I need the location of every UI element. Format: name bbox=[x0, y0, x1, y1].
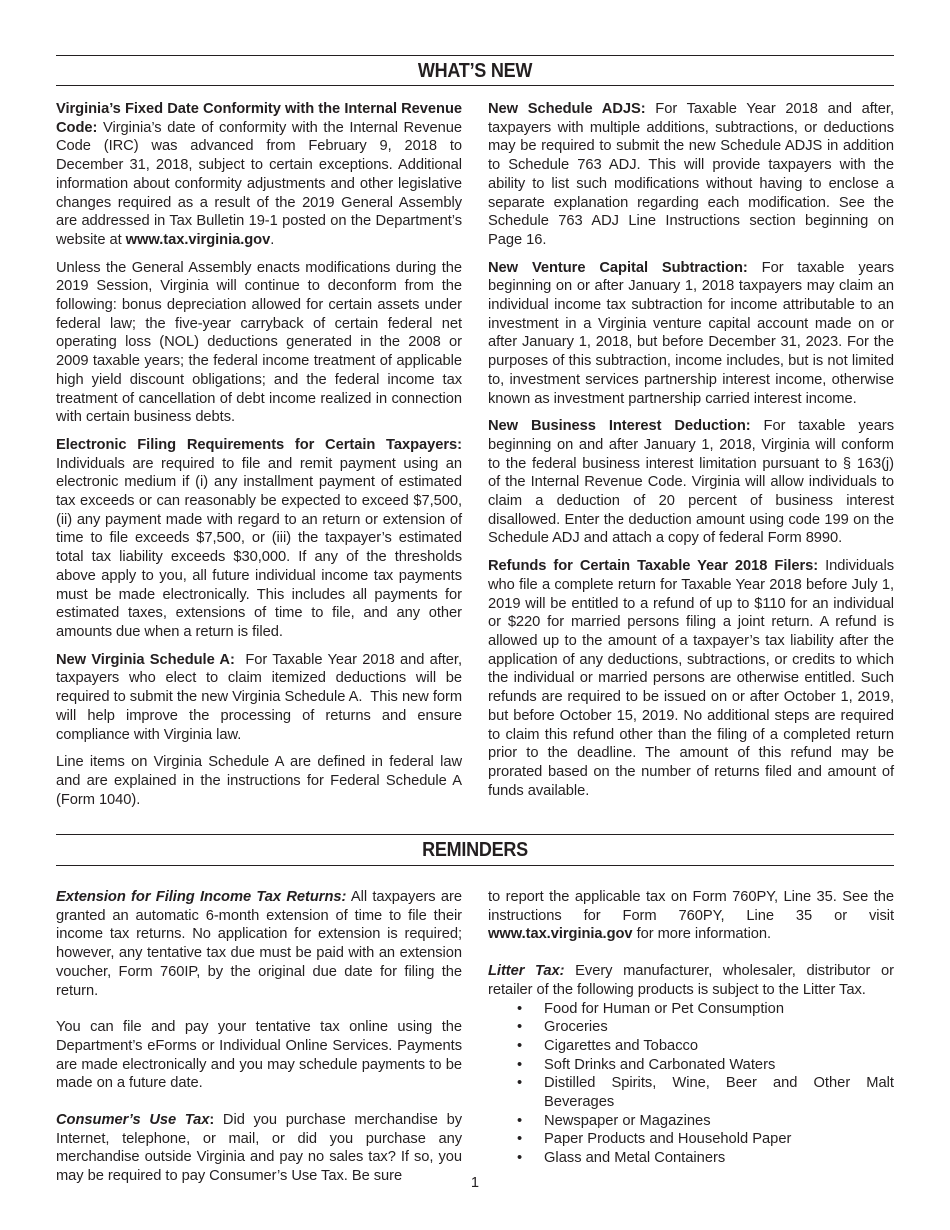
conformity-end: . bbox=[270, 231, 275, 248]
list-item bbox=[488, 1112, 894, 1131]
list-item bbox=[488, 1074, 894, 1111]
whats-new-title: WHAT’S NEW bbox=[417, 59, 533, 82]
list-item bbox=[488, 1037, 894, 1056]
top-rule bbox=[56, 55, 894, 56]
venture-heading: New Venture Capital Subtraction: bbox=[488, 259, 748, 276]
extension-text: All taxpayers are granted an automatic 6-month extension of time to file their income tax returns. No application for extension is required; however, any tentative tax due must be paid with an extension voucher, Form 760IP, by the original due date for filing the return. bbox=[56, 889, 462, 999]
list-item bbox=[488, 1149, 894, 1168]
efile-text: Individuals are required to file and remit payment using an electronic medium if (i) any installment payment of estimated tax exceeds or can reasonably be expected to exceed $7,500, (ii) any payment made with regard to an return or extension of time to file exceeds $7,500, or (iii) the taxpayer’s estimated total tax liability exceeds $30,000. If any of the thresholds above apply to you, all future individual income tax payments must be made electronically. This includes all payments for estimated taxes, extensions of time to file, and any other amounts due when a return is filed. bbox=[56, 455, 462, 640]
bullet-icon: • bbox=[517, 1037, 523, 1054]
schedule-a-paragraph bbox=[56, 651, 467, 745]
adjs-paragraph bbox=[488, 100, 894, 250]
list-item bbox=[488, 1130, 894, 1149]
list-item-text: Soft Drinks and Carbonated Waters bbox=[544, 1056, 776, 1073]
list-item-text: Groceries bbox=[544, 1019, 608, 1036]
interest-text: For taxable years beginning on and after January 1, 2018, Virginia will conform to the federal business interest limitation pursuant to § 163(j) of the Internal Revenue Code. Virginia will allow individuals to claim a deduction of 20 percent of business interest disallowed. Enter the deduction amount using code 199 on the Schedule ADJ and attach a copy of federal Form 8990. bbox=[488, 418, 894, 547]
use-tax-website-link[interactable]: www.tax.virginia.gov bbox=[488, 926, 633, 943]
whats-new-rule bbox=[56, 85, 894, 86]
use-tax-text: Did you purchase merchandise by Internet, telephone, or mail, or did you purchase any merchandise outside Virginia and pay no sales tax? If so, you may be required to pay Consumer’s Use Tax. Be sure bbox=[56, 1112, 463, 1185]
list-item-text: Distilled Spirits, Wine, Beer and Other Malt Beverages bbox=[544, 1075, 894, 1111]
reminders-columns bbox=[56, 888, 894, 1204]
reminders-title: REMINDERS bbox=[422, 838, 528, 861]
conformity-text: Virginia’s date of conformity with the Internal Revenue Code (IRC) was advanced from February 9, 2018 to December 31, 2018, subject to certain exceptions. Additional information about conformity adjustments and other legislative changes required as a result of the 2019 General Assembly are addressed in Tax Bulletin 19-1 posted on the Department’s website at bbox=[56, 119, 462, 248]
list-item-text: Food for Human or Pet Consumption bbox=[544, 1000, 785, 1017]
venture-text: For taxable years beginning on or after January 1, 2018 taxpayers may claim an individual income tax subtraction for income attributable to an investment in a Virginia venture capital account made on or after January 1, 2018, but before December 31, 2023. For the purposes of this subtraction, income includes, but is not limited to, investment services partnership interest income, otherwise known as investment partnership carried interest income. bbox=[488, 259, 894, 407]
list-item bbox=[488, 1018, 894, 1037]
list-item-text: Cigarettes and Tobacco bbox=[544, 1037, 699, 1054]
deconform-paragraph: Unless the General Assembly enacts modifications during the 2019 Session, Virginia will continue to deconform from the following: bonus depreciation allowed for certain assets under federal law; the five-year carryback of certain federal net operating loss (NOL) deductions generated in the 2008 or 2009 taxable years; the federal income treatment of applicable high yield discount obligations; and the federal income tax treatment of cancellation of debt income realized in connection with certain business debts. bbox=[56, 259, 462, 426]
reminders-left-column bbox=[56, 888, 462, 1204]
bullet-icon: • bbox=[517, 1019, 523, 1036]
list-item-text: Glass and Metal Containers bbox=[544, 1150, 726, 1167]
use-tax-continued-end: for more information. bbox=[632, 926, 772, 943]
list-item-text: Newspaper or Magazines bbox=[544, 1112, 711, 1129]
bullet-icon: • bbox=[517, 1000, 523, 1017]
conformity-website-link[interactable]: www.tax.virginia.gov bbox=[125, 231, 271, 248]
interest-paragraph bbox=[488, 417, 894, 548]
refunds-text: Individuals who file a complete return for Taxable Year 2018 before July 1, 2019 will be entitled to a refund of up to $110 for an individual or $220 for married persons filing a joint return. A refund is allowed up to the amount of a taxpayer’s tax liability after the application of any deductions, subtractions, or credits to which the individual or married persons are otherwise entitled. Such refunds are required to be issued on or after October 1, 2019, but before October 15, 2019. No additional steps are required to claim this refund other than the filing of a completed return prior to the deadline. The amount of this refund may be prorated based on the number of returns filed and amount of funds available. bbox=[488, 558, 894, 799]
refunds-heading: Refunds for Certain Taxable Year 2018 Filers: bbox=[488, 558, 819, 575]
list-item bbox=[488, 1056, 894, 1075]
conformity-heading: Virginia’s Fixed Date Conformity with the Internal Revenue Code: bbox=[56, 101, 462, 136]
list-item-text: Paper Products and Household Paper bbox=[544, 1131, 792, 1148]
whats-new-right-column bbox=[488, 100, 894, 818]
extension-heading: Extension for Filing Income Tax Returns: bbox=[56, 889, 347, 905]
whats-new-columns bbox=[56, 100, 894, 818]
venture-paragraph bbox=[488, 259, 894, 409]
litter-text: Every manufacturer, wholesaler, distributor or retailer of the following products is subject to the Litter Tax. bbox=[488, 963, 894, 998]
whats-new-left-column bbox=[56, 100, 467, 818]
reminders-rule bbox=[56, 865, 894, 866]
bullet-icon: • bbox=[517, 1131, 523, 1148]
bullet-icon: • bbox=[517, 1112, 523, 1129]
use-tax-continued-text: to report the applicable tax on Form 760PY, Line 35. See the instructions for Form 760PY, Line 35 or visit bbox=[488, 889, 894, 924]
conformity-paragraph bbox=[56, 100, 462, 250]
adjs-heading: New Schedule ADJS: bbox=[488, 101, 646, 117]
litter-paragraph bbox=[488, 962, 894, 999]
online-paragraph: You can file and pay your tentative tax online using the Department’s eForms or Individual Online Services. Payments are made electronically and you may schedule payments to be made on a future date. bbox=[56, 1019, 462, 1092]
reminders-top-rule bbox=[56, 834, 894, 835]
bullet-icon: • bbox=[517, 1075, 523, 1092]
line-items-paragraph: Line items on Virginia Schedule A are defined in federal law and are explained in the instructions for Federal Schedule A (Form 1040). bbox=[56, 754, 462, 808]
efile-heading: Electronic Filing Requirements for Certain Taxpayers: bbox=[56, 436, 462, 453]
extension-paragraph bbox=[56, 888, 462, 1000]
page-number: 1 bbox=[470, 1175, 480, 1191]
litter-heading: Litter Tax: bbox=[488, 963, 565, 980]
reminders-right-column bbox=[488, 888, 894, 1204]
bullet-icon: • bbox=[517, 1056, 523, 1073]
bullet-icon: • bbox=[517, 1150, 523, 1167]
interest-heading: New Business Interest Deduction: bbox=[488, 418, 751, 435]
list-item bbox=[488, 1000, 894, 1019]
schedule-a-text: For Taxable Year 2018 and after, taxpayers who elect to claim itemized deductions will be required to submit the new Virginia Schedule A. This new form will help improve the processing of returns and ensure compliance with Virginia law. bbox=[56, 651, 467, 743]
efile-paragraph bbox=[56, 436, 462, 642]
use-tax-colon: : bbox=[209, 1112, 215, 1129]
adjs-text: For Taxable Year 2018 and after, taxpayers with multiple additions, subtractions, or deductions may be required to submit the new Schedule ADJS in addition to Schedule 763 ADJ. This will provide taxpayers with the ability to list such modifications without having to enclose a separate explanation regarding each modification. See the Schedule 763 ADJ Line Instructions section beginning on Page 16. bbox=[488, 101, 894, 248]
schedule-a-heading: New Virginia Schedule A: bbox=[56, 651, 235, 668]
use-tax-heading: Consumer’s Use Tax bbox=[56, 1112, 210, 1129]
refunds-paragraph bbox=[488, 557, 894, 800]
litter-items-list bbox=[488, 1000, 894, 1168]
use-tax-continued-paragraph bbox=[488, 888, 894, 944]
